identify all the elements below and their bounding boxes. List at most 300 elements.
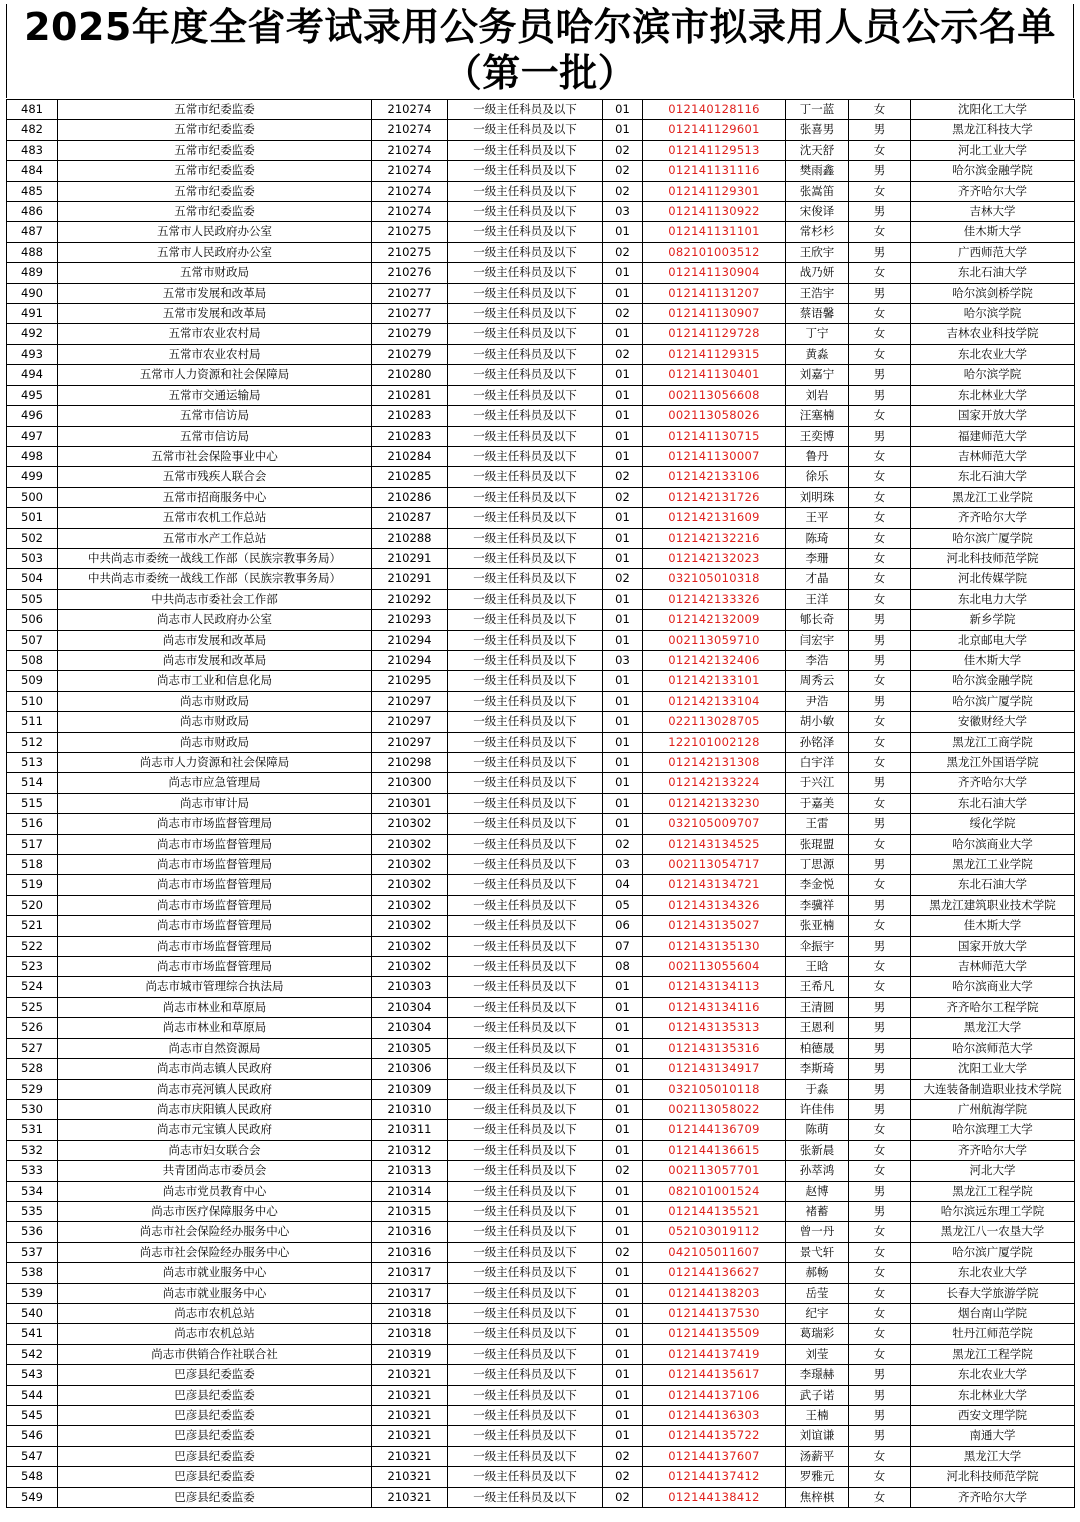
row-number: 496 — [7, 406, 58, 426]
candidate-name: 王希凡 — [786, 977, 849, 997]
position-seq: 02 — [603, 467, 643, 487]
position-seq: 06 — [603, 916, 643, 936]
row-number: 549 — [7, 1487, 58, 1507]
graduate-school: 南通大学 — [911, 1426, 1075, 1446]
ticket-number: 012141129513 — [643, 140, 786, 160]
table-row — [7, 814, 1075, 834]
ticket-number: 012142132216 — [643, 528, 786, 548]
table-row — [7, 365, 1075, 385]
graduate-school: 东北电力大学 — [911, 589, 1075, 609]
position-title: 一级主任科员及以下 — [448, 650, 603, 670]
row-number: 544 — [7, 1385, 58, 1405]
graduate-school: 河北工业大学 — [911, 140, 1075, 160]
candidate-name: 褚蓄 — [786, 1201, 849, 1221]
row-number: 536 — [7, 1222, 58, 1242]
candidate-name: 王奕博 — [786, 426, 849, 446]
employer: 尚志市医疗保障服务中心 — [58, 1201, 372, 1221]
employer: 五常市发展和改革局 — [58, 304, 372, 324]
gender: 男 — [849, 691, 911, 711]
row-number: 540 — [7, 1303, 58, 1323]
position-seq: 01 — [603, 1222, 643, 1242]
gender: 女 — [849, 1283, 911, 1303]
ticket-number: 012141131207 — [643, 283, 786, 303]
graduate-school: 东北农业大学 — [911, 1263, 1075, 1283]
roster-body — [7, 100, 1075, 1508]
row-number: 525 — [7, 997, 58, 1017]
employer: 尚志市市场监督管理局 — [58, 936, 372, 956]
position-seq: 07 — [603, 936, 643, 956]
table-row — [7, 1018, 1075, 1038]
ticket-number: 012142133326 — [643, 589, 786, 609]
position-code: 210277 — [372, 304, 448, 324]
gender: 女 — [849, 446, 911, 466]
graduate-school: 长春大学旅游学院 — [911, 1283, 1075, 1303]
row-number: 513 — [7, 753, 58, 773]
gender: 男 — [849, 773, 911, 793]
position-seq: 01 — [603, 1365, 643, 1385]
gender: 女 — [849, 732, 911, 752]
table-row — [7, 467, 1075, 487]
ticket-number: 032105010318 — [643, 569, 786, 589]
row-number: 504 — [7, 569, 58, 589]
position-code: 210284 — [372, 446, 448, 466]
employer: 五常市农机工作总站 — [58, 508, 372, 528]
gender: 女 — [849, 753, 911, 773]
position-title: 一级主任科员及以下 — [448, 1487, 603, 1507]
graduate-school: 东北石油大学 — [911, 793, 1075, 813]
candidate-name: 汪塞楠 — [786, 406, 849, 426]
candidate-name: 赵博 — [786, 1181, 849, 1201]
candidate-name: 王恩利 — [786, 1018, 849, 1038]
graduate-school: 哈尔滨学院 — [911, 365, 1075, 385]
gender: 女 — [849, 304, 911, 324]
candidate-name: 周秀云 — [786, 671, 849, 691]
employer: 巴彦县纪委监委 — [58, 1365, 372, 1385]
row-number: 524 — [7, 977, 58, 997]
position-code: 210274 — [372, 120, 448, 140]
position-code: 210295 — [372, 671, 448, 691]
candidate-name: 王欣宇 — [786, 242, 849, 262]
position-title: 一级主任科员及以下 — [448, 181, 603, 201]
table-row — [7, 548, 1075, 568]
candidate-name: 王晗 — [786, 957, 849, 977]
row-number: 498 — [7, 446, 58, 466]
graduate-school: 新乡学院 — [911, 610, 1075, 630]
position-title: 一级主任科员及以下 — [448, 446, 603, 466]
position-code: 210294 — [372, 630, 448, 650]
employer: 巴彦县纪委监委 — [58, 1406, 372, 1426]
position-seq: 02 — [603, 140, 643, 160]
row-number: 488 — [7, 242, 58, 262]
position-seq: 01 — [603, 528, 643, 548]
gender: 男 — [849, 1059, 911, 1079]
row-number: 519 — [7, 875, 58, 895]
employer: 巴彦县纪委监委 — [58, 1487, 372, 1507]
row-number: 510 — [7, 691, 58, 711]
position-seq: 01 — [603, 977, 643, 997]
graduate-school: 黑龙江建筑职业技术学院 — [911, 895, 1075, 915]
roster-table — [6, 99, 1075, 1508]
graduate-school: 东北石油大学 — [911, 467, 1075, 487]
position-code: 210311 — [372, 1120, 448, 1140]
graduate-school: 黑龙江工业学院 — [911, 855, 1075, 875]
row-number: 503 — [7, 548, 58, 568]
position-title: 一级主任科员及以下 — [448, 1018, 603, 1038]
gender: 女 — [849, 1140, 911, 1160]
ticket-number: 012142133106 — [643, 467, 786, 487]
position-title: 一级主任科员及以下 — [448, 1222, 603, 1242]
position-title: 一级主任科员及以下 — [448, 793, 603, 813]
candidate-name: 景弋轩 — [786, 1242, 849, 1262]
candidate-name: 汤薪平 — [786, 1446, 849, 1466]
position-seq: 02 — [603, 569, 643, 589]
gender: 女 — [849, 1344, 911, 1364]
position-seq: 02 — [603, 181, 643, 201]
row-number: 527 — [7, 1038, 58, 1058]
row-number: 520 — [7, 895, 58, 915]
position-code: 210277 — [372, 283, 448, 303]
candidate-name: 丁思源 — [786, 855, 849, 875]
candidate-name: 刘谊谦 — [786, 1426, 849, 1446]
row-number: 489 — [7, 263, 58, 283]
position-seq: 01 — [603, 753, 643, 773]
position-seq: 02 — [603, 1242, 643, 1262]
table-row — [7, 916, 1075, 936]
employer: 五常市纪委监委 — [58, 181, 372, 201]
table-row — [7, 1487, 1075, 1507]
gender: 男 — [849, 385, 911, 405]
ticket-number: 012140128116 — [643, 100, 786, 120]
position-title: 一级主任科员及以下 — [448, 1303, 603, 1323]
table-row — [7, 426, 1075, 446]
employer: 巴彦县纪委监委 — [58, 1426, 372, 1446]
row-number: 501 — [7, 508, 58, 528]
ticket-number: 012142133104 — [643, 691, 786, 711]
position-code: 210276 — [372, 263, 448, 283]
candidate-name: 王平 — [786, 508, 849, 528]
position-code: 210317 — [372, 1283, 448, 1303]
graduate-school: 国家开放大学 — [911, 936, 1075, 956]
table-row — [7, 957, 1075, 977]
position-title: 一级主任科员及以下 — [448, 406, 603, 426]
position-code: 210274 — [372, 181, 448, 201]
position-title: 一级主任科员及以下 — [448, 140, 603, 160]
position-code: 210285 — [372, 467, 448, 487]
table-row — [7, 834, 1075, 854]
ticket-number: 012143134917 — [643, 1059, 786, 1079]
position-title: 一级主任科员及以下 — [448, 304, 603, 324]
employer: 五常市农业农村局 — [58, 324, 372, 344]
gender: 女 — [849, 324, 911, 344]
ticket-number: 122101002128 — [643, 732, 786, 752]
candidate-name: 徐乐 — [786, 467, 849, 487]
table-row — [7, 936, 1075, 956]
position-code: 210274 — [372, 161, 448, 181]
row-number: 518 — [7, 855, 58, 875]
page-title: 2025年度全省考试录用公务员哈尔滨市拟录用人员公示名单（第一批） — [6, 4, 1074, 98]
ticket-number: 012141130007 — [643, 446, 786, 466]
candidate-name: 李浩 — [786, 650, 849, 670]
position-seq: 02 — [603, 304, 643, 324]
position-seq: 01 — [603, 548, 643, 568]
position-title: 一级主任科员及以下 — [448, 1283, 603, 1303]
gender: 女 — [849, 1467, 911, 1487]
gender: 男 — [849, 242, 911, 262]
position-seq: 01 — [603, 120, 643, 140]
candidate-name: 陈琦 — [786, 528, 849, 548]
ticket-number: 012142132009 — [643, 610, 786, 630]
position-code: 210316 — [372, 1242, 448, 1262]
graduate-school: 安徽财经大学 — [911, 712, 1075, 732]
position-title: 一级主任科员及以下 — [448, 222, 603, 242]
table-row — [7, 1038, 1075, 1058]
position-seq: 01 — [603, 324, 643, 344]
gender: 男 — [849, 610, 911, 630]
graduate-school: 牡丹江师范学院 — [911, 1324, 1075, 1344]
row-number: 509 — [7, 671, 58, 691]
graduate-school: 黑龙江工程学院 — [911, 1181, 1075, 1201]
table-row — [7, 773, 1075, 793]
row-number: 482 — [7, 120, 58, 140]
position-seq: 01 — [603, 1079, 643, 1099]
position-title: 一级主任科员及以下 — [448, 548, 603, 568]
ticket-number: 012144136615 — [643, 1140, 786, 1160]
row-number: 491 — [7, 304, 58, 324]
row-number: 505 — [7, 589, 58, 609]
gender: 女 — [849, 548, 911, 568]
graduate-school: 哈尔滨学院 — [911, 304, 1075, 324]
candidate-name: 鲁丹 — [786, 446, 849, 466]
ticket-number: 012144137412 — [643, 1467, 786, 1487]
graduate-school: 黑龙江八一农垦大学 — [911, 1222, 1075, 1242]
candidate-name: 丁一蓝 — [786, 100, 849, 120]
table-row — [7, 650, 1075, 670]
ticket-number: 012142133101 — [643, 671, 786, 691]
position-title: 一级主任科员及以下 — [448, 385, 603, 405]
position-title: 一级主任科员及以下 — [448, 1446, 603, 1466]
table-row — [7, 508, 1075, 528]
ticket-number: 012144135722 — [643, 1426, 786, 1446]
candidate-name: 李璟赫 — [786, 1365, 849, 1385]
gender: 女 — [849, 1324, 911, 1344]
position-code: 210283 — [372, 426, 448, 446]
candidate-name: 郝畅 — [786, 1263, 849, 1283]
ticket-number: 012143134525 — [643, 834, 786, 854]
ticket-number: 042105011607 — [643, 1242, 786, 1262]
table-row — [7, 1467, 1075, 1487]
table-row — [7, 793, 1075, 813]
position-title: 一级主任科员及以下 — [448, 814, 603, 834]
position-seq: 02 — [603, 1446, 643, 1466]
graduate-school: 哈尔滨广厦学院 — [911, 691, 1075, 711]
ticket-number: 012144137419 — [643, 1344, 786, 1364]
row-number: 515 — [7, 793, 58, 813]
ticket-number: 012144138412 — [643, 1487, 786, 1507]
gender: 女 — [849, 977, 911, 997]
position-title: 一级主任科员及以下 — [448, 855, 603, 875]
gender: 女 — [849, 712, 911, 732]
position-seq: 01 — [603, 712, 643, 732]
ticket-number: 002113059710 — [643, 630, 786, 650]
table-row — [7, 569, 1075, 589]
table-row — [7, 283, 1075, 303]
candidate-name: 罗雅元 — [786, 1467, 849, 1487]
employer: 尚志市财政局 — [58, 712, 372, 732]
ticket-number: 002113055604 — [643, 957, 786, 977]
gender: 男 — [849, 426, 911, 446]
employer: 五常市水产工作总站 — [58, 528, 372, 548]
row-number: 484 — [7, 161, 58, 181]
candidate-name: 于淼 — [786, 1079, 849, 1099]
table-row — [7, 875, 1075, 895]
employer: 尚志市城市管理综合执法局 — [58, 977, 372, 997]
table-row — [7, 1140, 1075, 1160]
table-row — [7, 304, 1075, 324]
position-title: 一级主任科员及以下 — [448, 916, 603, 936]
candidate-name: 王洋 — [786, 589, 849, 609]
ticket-number: 012144135509 — [643, 1324, 786, 1344]
ticket-number: 012143134721 — [643, 875, 786, 895]
candidate-name: 许佳伟 — [786, 1099, 849, 1119]
ticket-number: 002113058022 — [643, 1099, 786, 1119]
position-seq: 01 — [603, 1201, 643, 1221]
table-row — [7, 630, 1075, 650]
row-number: 517 — [7, 834, 58, 854]
position-code: 210314 — [372, 1181, 448, 1201]
graduate-school: 河北科技师范学院 — [911, 1467, 1075, 1487]
row-number: 502 — [7, 528, 58, 548]
candidate-name: 战乃妍 — [786, 263, 849, 283]
gender: 女 — [849, 1242, 911, 1262]
table-row — [7, 1406, 1075, 1426]
graduate-school: 哈尔滨广厦学院 — [911, 1242, 1075, 1262]
position-code: 210302 — [372, 936, 448, 956]
position-code: 210317 — [372, 1263, 448, 1283]
position-code: 210312 — [372, 1140, 448, 1160]
ticket-number: 052103019112 — [643, 1222, 786, 1242]
gender: 女 — [849, 1161, 911, 1181]
ticket-number: 012144137106 — [643, 1385, 786, 1405]
graduate-school: 大连装备制造职业技术学院 — [911, 1079, 1075, 1099]
ticket-number: 032105009707 — [643, 814, 786, 834]
candidate-name: 陈萌 — [786, 1120, 849, 1140]
ticket-number: 012143135130 — [643, 936, 786, 956]
employer: 共青团尚志市委员会 — [58, 1161, 372, 1181]
position-title: 一级主任科员及以下 — [448, 1467, 603, 1487]
table-row — [7, 487, 1075, 507]
position-seq: 02 — [603, 344, 643, 364]
position-code: 210291 — [372, 548, 448, 568]
graduate-school: 绥化学院 — [911, 814, 1075, 834]
position-title: 一级主任科员及以下 — [448, 834, 603, 854]
graduate-school: 哈尔滨商业大学 — [911, 977, 1075, 997]
graduate-school: 广州航海学院 — [911, 1099, 1075, 1119]
ticket-number: 012142131308 — [643, 753, 786, 773]
table-row — [7, 263, 1075, 283]
table-row — [7, 1181, 1075, 1201]
employer: 尚志市林业和草原局 — [58, 997, 372, 1017]
graduate-school: 黑龙江工程学院 — [911, 1344, 1075, 1364]
graduate-school: 东北农业大学 — [911, 1365, 1075, 1385]
employer: 五常市信访局 — [58, 426, 372, 446]
gender: 女 — [849, 181, 911, 201]
position-seq: 02 — [603, 242, 643, 262]
gender: 女 — [849, 1222, 911, 1242]
position-title: 一级主任科员及以下 — [448, 1038, 603, 1058]
position-code: 210302 — [372, 957, 448, 977]
graduate-school: 吉林农业科技学院 — [911, 324, 1075, 344]
row-number: 506 — [7, 610, 58, 630]
gender: 男 — [849, 936, 911, 956]
ticket-number: 012143135027 — [643, 916, 786, 936]
table-row — [7, 140, 1075, 160]
gender: 女 — [849, 487, 911, 507]
employer: 尚志市党员教育中心 — [58, 1181, 372, 1201]
gender: 女 — [849, 1487, 911, 1507]
position-code: 210293 — [372, 610, 448, 630]
row-number: 516 — [7, 814, 58, 834]
graduate-school: 东北石油大学 — [911, 263, 1075, 283]
candidate-name: 王清圆 — [786, 997, 849, 1017]
graduate-school: 黑龙江外国语学院 — [911, 753, 1075, 773]
position-seq: 01 — [603, 1344, 643, 1364]
gender: 男 — [849, 1018, 911, 1038]
employer: 尚志市财政局 — [58, 732, 372, 752]
graduate-school: 黑龙江大学 — [911, 1446, 1075, 1466]
gender: 男 — [849, 1181, 911, 1201]
position-seq: 01 — [603, 508, 643, 528]
employer: 巴彦县纪委监委 — [58, 1467, 372, 1487]
position-code: 210321 — [372, 1365, 448, 1385]
gender: 男 — [849, 895, 911, 915]
ticket-number: 082101001524 — [643, 1181, 786, 1201]
position-title: 一级主任科员及以下 — [448, 1079, 603, 1099]
position-seq: 02 — [603, 161, 643, 181]
gender: 男 — [849, 1038, 911, 1058]
graduate-school: 东北石油大学 — [911, 875, 1075, 895]
position-seq: 02 — [603, 834, 643, 854]
candidate-name: 李金悦 — [786, 875, 849, 895]
row-number: 546 — [7, 1426, 58, 1446]
position-title: 一级主任科员及以下 — [448, 977, 603, 997]
position-code: 210297 — [372, 712, 448, 732]
position-seq: 01 — [603, 997, 643, 1017]
position-code: 210305 — [372, 1038, 448, 1058]
employer: 五常市人民政府办公室 — [58, 222, 372, 242]
employer: 尚志市自然资源局 — [58, 1038, 372, 1058]
employer: 五常市信访局 — [58, 406, 372, 426]
row-number: 508 — [7, 650, 58, 670]
candidate-name: 胡小敏 — [786, 712, 849, 732]
position-code: 210298 — [372, 753, 448, 773]
position-seq: 01 — [603, 691, 643, 711]
employer: 五常市纪委监委 — [58, 161, 372, 181]
position-code: 210302 — [372, 875, 448, 895]
gender: 男 — [849, 814, 911, 834]
position-title: 一级主任科员及以下 — [448, 773, 603, 793]
graduate-school: 河北大学 — [911, 1161, 1075, 1181]
gender: 男 — [849, 283, 911, 303]
table-row — [7, 344, 1075, 364]
position-title: 一级主任科员及以下 — [448, 732, 603, 752]
position-seq: 02 — [603, 487, 643, 507]
row-number: 543 — [7, 1365, 58, 1385]
position-title: 一级主任科员及以下 — [448, 936, 603, 956]
table-row — [7, 1079, 1075, 1099]
employer: 尚志市财政局 — [58, 691, 372, 711]
employer: 尚志市农机总站 — [58, 1303, 372, 1323]
candidate-name: 孙铭泽 — [786, 732, 849, 752]
